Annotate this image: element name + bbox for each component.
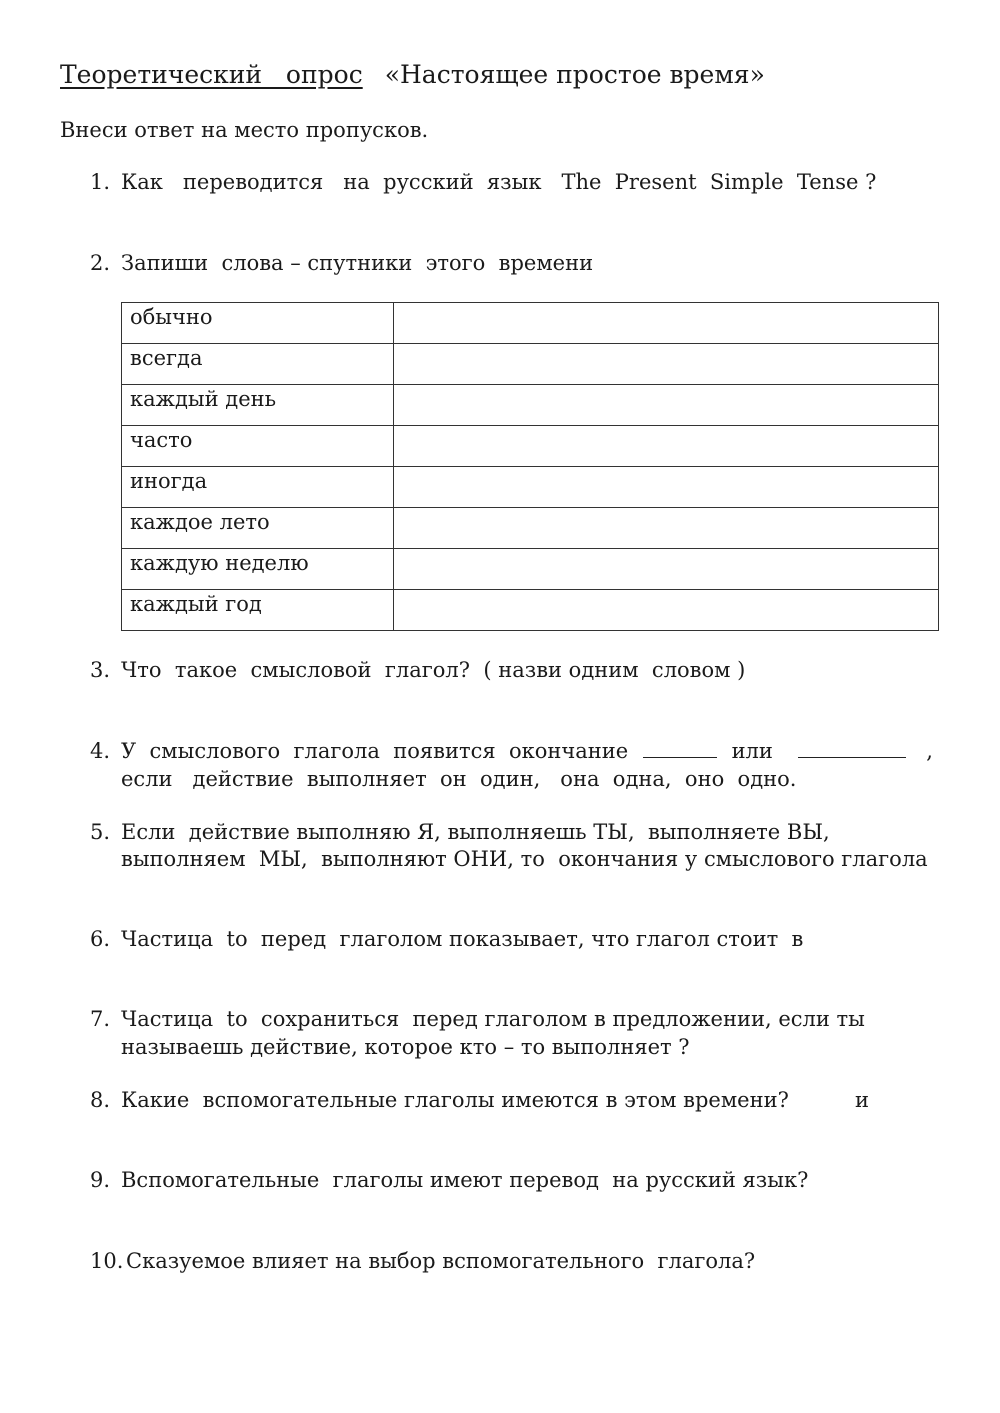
question-number: 2. [90, 251, 111, 275]
word-cell: каждую неделю [122, 549, 394, 590]
answer-cell[interactable] [394, 467, 939, 508]
table-row [122, 303, 939, 344]
question-text: если действие выполняет он один, она одна, оно одно. [121, 767, 797, 791]
question-number: 3. [90, 658, 111, 682]
time-markers-table [121, 302, 939, 631]
title-right: «Настоящее простое время» [384, 60, 765, 89]
question-text: Если действие выполняю Я, выполняешь ТЫ, выполняете ВЫ, [121, 820, 830, 844]
question-text: У смыслового глагола появится окончание [121, 739, 629, 763]
instruction: Внеси ответ на место пропусков. [60, 118, 429, 142]
answer-cell[interactable] [394, 549, 939, 590]
table-row [122, 344, 939, 385]
question-number: 7. [90, 1007, 111, 1031]
question-text: выполняем МЫ, выполняют ОНИ, то окончания у смыслового глагола [121, 847, 928, 871]
word-cell: иногда [122, 467, 394, 508]
word-cell: каждый день [122, 385, 394, 426]
answer-cell[interactable] [394, 426, 939, 467]
or-text: или [731, 739, 773, 763]
word-cell: каждое лето [122, 508, 394, 549]
answer-blank[interactable] [798, 737, 906, 758]
question-number: 1. [90, 170, 111, 194]
table-row [122, 508, 939, 549]
question-text: Какие вспомогательные глаголы имеются в этом времени? [121, 1088, 789, 1112]
table-row [122, 385, 939, 426]
word-cell: обычно [122, 303, 394, 344]
question-text: Частица to сохраниться перед глаголом в предложении, если ты [121, 1007, 865, 1031]
answer-cell[interactable] [394, 508, 939, 549]
question-text: Частица to перед глаголом показывает, что глагол стоит в [121, 927, 804, 951]
answer-cell[interactable] [394, 344, 939, 385]
table-row [122, 426, 939, 467]
table-row [122, 467, 939, 508]
answer-cell[interactable] [394, 303, 939, 344]
title-left: Теоретический опрос [60, 60, 363, 89]
answer-blank[interactable] [643, 737, 717, 758]
and-text: и [855, 1088, 869, 1112]
word-cell: всегда [122, 344, 394, 385]
question-number: 8. [90, 1088, 111, 1112]
question-number: 10. [90, 1249, 124, 1273]
question-number: 5. [90, 820, 111, 844]
question-text: Как переводится на русский язык The Present Simple Tense ? [121, 170, 877, 194]
question-text: Вспомогательные глаголы имеют перевод на русский язык? [121, 1168, 809, 1192]
table-row [122, 549, 939, 590]
question-text: Что такое смысловой глагол? ( назви одним словом ) [121, 658, 746, 682]
question-number: 4. [90, 739, 111, 763]
question-text: Сказуемое влияет на выбор вспомогательного глагола? [126, 1249, 756, 1273]
worksheet-title [60, 60, 765, 89]
word-cell: часто [122, 426, 394, 467]
question-number: 9. [90, 1168, 111, 1192]
question-number: 6. [90, 927, 111, 951]
word-cell: каждый год [122, 590, 394, 631]
answer-cell[interactable] [394, 385, 939, 426]
answer-cell[interactable] [394, 590, 939, 631]
question-text: называешь действие, которое кто – то выполняет ? [121, 1035, 690, 1059]
comma: , [926, 739, 933, 763]
question-text: Запиши слова – спутники этого времени [121, 251, 594, 275]
table-row [122, 590, 939, 631]
